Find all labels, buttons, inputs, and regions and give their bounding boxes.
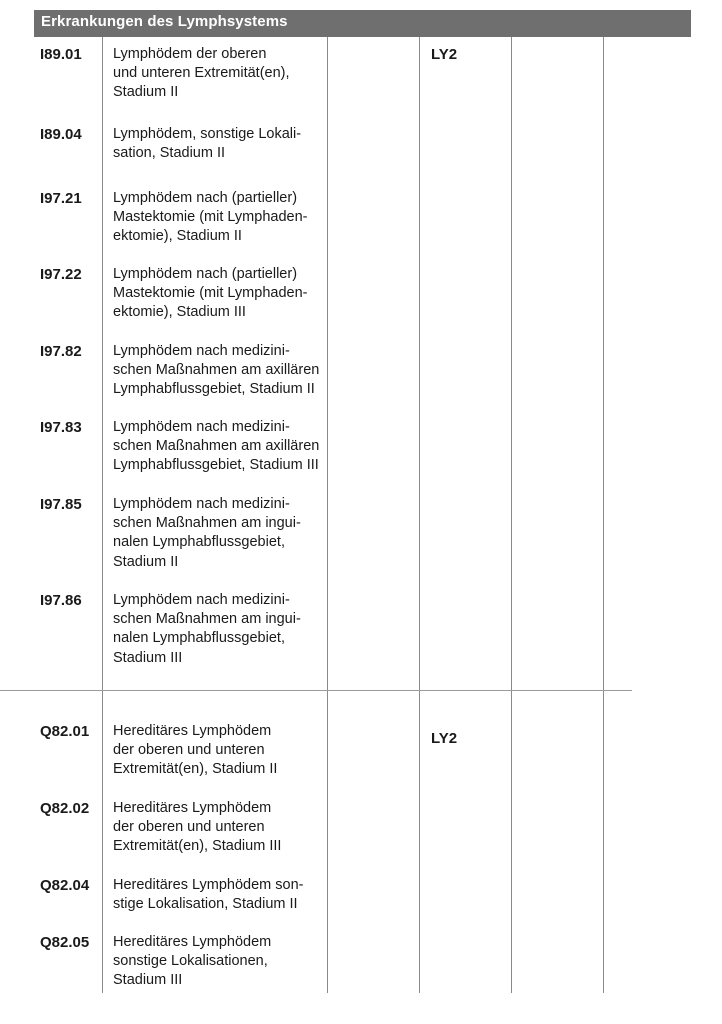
column-divider — [419, 37, 420, 993]
column-divider — [511, 37, 512, 993]
icd-description: Hereditäres Lymphödem sonstige Lokalisationen, Stadium III — [113, 934, 272, 989]
group-code: LY2 — [431, 46, 458, 63]
icd-code: Q82.04 — [40, 877, 90, 894]
icd-description: Hereditäres Lymphödem der oberen und unteren Extremität(en), Stadium II — [113, 723, 278, 778]
icd-description: Hereditäres Lymphödem der oberen und unteren Extremität(en), Stadium III — [113, 800, 282, 855]
column-divider — [327, 37, 328, 993]
icd-code: I89.04 — [40, 126, 82, 143]
section-header — [34, 10, 691, 37]
column-divider — [603, 37, 604, 993]
icd-code: I97.85 — [40, 496, 82, 513]
icd-code: Q82.01 — [40, 723, 90, 740]
icd-code: Q82.05 — [40, 934, 90, 951]
icd-code: I89.01 — [40, 46, 82, 63]
column-divider — [102, 37, 103, 993]
icd-description: Hereditäres Lymphödem son- stige Lokalisation, Stadium II — [113, 877, 304, 913]
icd-code: I97.21 — [40, 190, 82, 207]
icd-description: Lymphödem nach medizini- schen Maßnahmen am axillären Lymphabflussgebiet, Stadium II — [113, 343, 320, 398]
icd-code: I97.22 — [40, 266, 82, 283]
icd-description: Lymphödem nach (partieller) Mastektomie (mit Lymphaden- ektomie), Stadium II — [113, 190, 308, 245]
icd-description: Lymphödem der oberen und unteren Extremität(en), Stadium II — [113, 46, 290, 101]
icd-code: I97.83 — [40, 419, 82, 436]
icd-description: Lymphödem nach (partieller) Mastektomie (mit Lymphaden- ektomie), Stadium III — [113, 266, 308, 321]
icd-code: I97.86 — [40, 592, 82, 609]
icd-description: Lymphödem nach medizini- schen Maßnahmen am axillären Lymphabflussgebiet, Stadium III — [113, 419, 320, 474]
icd-code: I97.82 — [40, 343, 82, 360]
group-separator — [0, 690, 632, 691]
icd-description: Lymphödem nach medizini- schen Maßnahmen am ingui- nalen Lymphabflussgebiet, Stadium III — [113, 592, 301, 666]
group-code: LY2 — [431, 730, 458, 747]
icd-code: Q82.02 — [40, 800, 90, 817]
icd-description: Lymphödem, sonstige Lokali- sation, Stadium II — [113, 126, 302, 162]
section-title: Erkrankungen des Lymphsystems — [41, 13, 288, 30]
icd-description: Lymphödem nach medizini- schen Maßnahmen am ingui- nalen Lymphabflussgebiet, Stadium II — [113, 496, 301, 570]
